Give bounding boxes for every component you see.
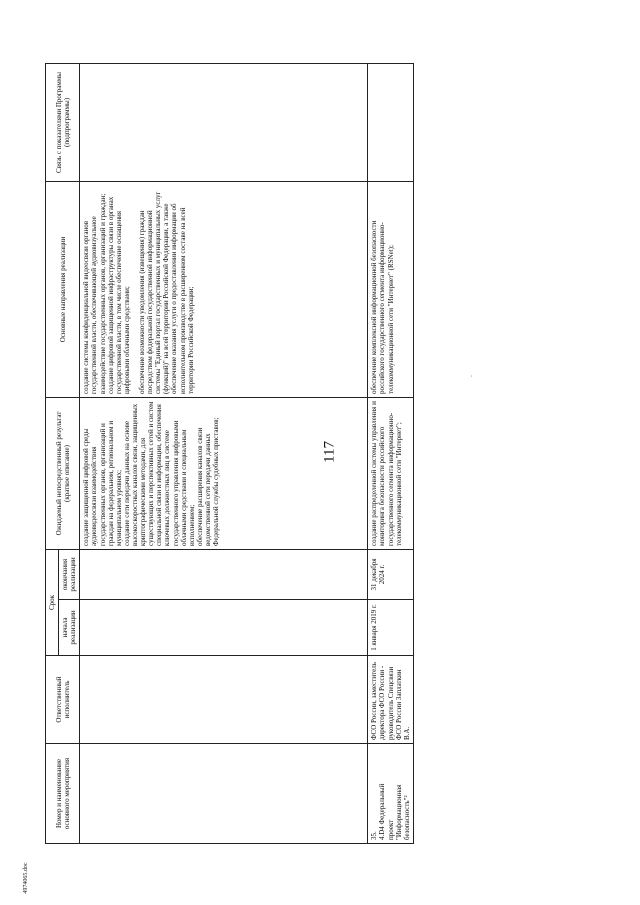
header-program-link: Связь с показателями Программы (подпрограммы) <box>46 63 80 181</box>
cont-result-cell <box>80 397 368 549</box>
header-srok: Срок <box>46 549 59 655</box>
cont-result-para-2: создание сети передачи данных на основе высокоскоростных каналов связи, защищенных криптографическими методами, для существующих и перспективных сетей и систем специальной связи и информации, обеспечения ключевых должностных лиц в системе государственного управления цифровыми облачными средствами и специальным исполнением; <box>122 401 196 546</box>
cont-end-cell <box>80 549 368 599</box>
row35-directions: обеспечение комплексной информационной безопасности российского государственного сегмента информационно-телекоммуникационной сети "Интернет" (RSNet); <box>368 181 414 397</box>
program-measures-table <box>45 63 414 844</box>
row35-result: создание распределенной системы управления и мониторинга безопасности российского государственного сегмента информационно-телекоммуникационной сети "Интернет"; <box>368 397 414 549</box>
cont-directions-cell <box>80 181 368 397</box>
document-footer: 4974065.doc <box>23 862 29 894</box>
row35-number-name-cell <box>368 744 414 844</box>
row35-number: 35. <box>370 831 379 840</box>
cont-number-cell <box>80 744 368 844</box>
row35-responsible: ФСО России, заместитель директора ФСО России - руководитель Спецсвязи ФСО России Заплаткин В.А. <box>368 656 414 744</box>
cont-result-para-1: создание защищенной цифровой среды аудиовидеосвязи взаимодействия государственных органов, организаций и граждан на федеральном, региональном и муниципальном уровнях; <box>82 420 123 546</box>
header-expected-result: Ожидаемый непосредственный результат (краткое описание) <box>46 397 80 549</box>
row35-link <box>368 63 414 181</box>
header-number-name: Номер и наименование основного мероприятия <box>46 744 80 844</box>
table-header-row <box>46 63 59 843</box>
rotated-table-page <box>45 64 593 844</box>
table-row-35 <box>368 63 414 843</box>
page-number: 117 <box>321 441 338 463</box>
cont-result-para-3: обеспечение расширения каналов связи ведомственной сети передачи данных Федеральной службы судебных приставов; <box>195 417 221 546</box>
cont-responsible-cell <box>80 656 368 744</box>
header-end: окончания реализации <box>59 549 80 599</box>
stray-mark: · <box>470 372 473 381</box>
row35-start: 1 января 2019 г. <box>368 600 414 656</box>
table-row-continuation <box>80 63 368 843</box>
row35-end: 31 декабря 2024 г. <box>368 549 414 599</box>
cont-link-cell <box>80 63 368 181</box>
cont-start-cell <box>80 600 368 656</box>
cont-directions-para-1: создание системы конфиденциальной видеосвязи органов государственной власти, обеспечивающей аудиовизуальное взаимодействие государственных органов, организаций и граждан; создание цифровой защищенной инфраструктуры связи в органах государственной власти, в том числе обеспечение оснащения цифровыми облачными средствами; <box>82 193 131 394</box>
cont-directions-para-2: обеспечение возможности уведомления (извещения) граждан посредством федеральной государственной информационной системы "Единый портал государственных и муниципальных услуг (функций)" на всей территории Российской Федерации, а также обеспечение оказания услуги о предоставлении информации об исполнительном производстве в расширенном составе на всей территории Российской Федерации; <box>137 191 195 394</box>
header-directions: Основные направления реализации <box>46 181 80 397</box>
row35-event-name: 4.D4 Федеральный проект "Информационная безопасность"² <box>378 783 411 840</box>
header-start: начала реализации <box>59 600 80 656</box>
header-responsible: Ответственный исполнитель <box>46 656 80 744</box>
